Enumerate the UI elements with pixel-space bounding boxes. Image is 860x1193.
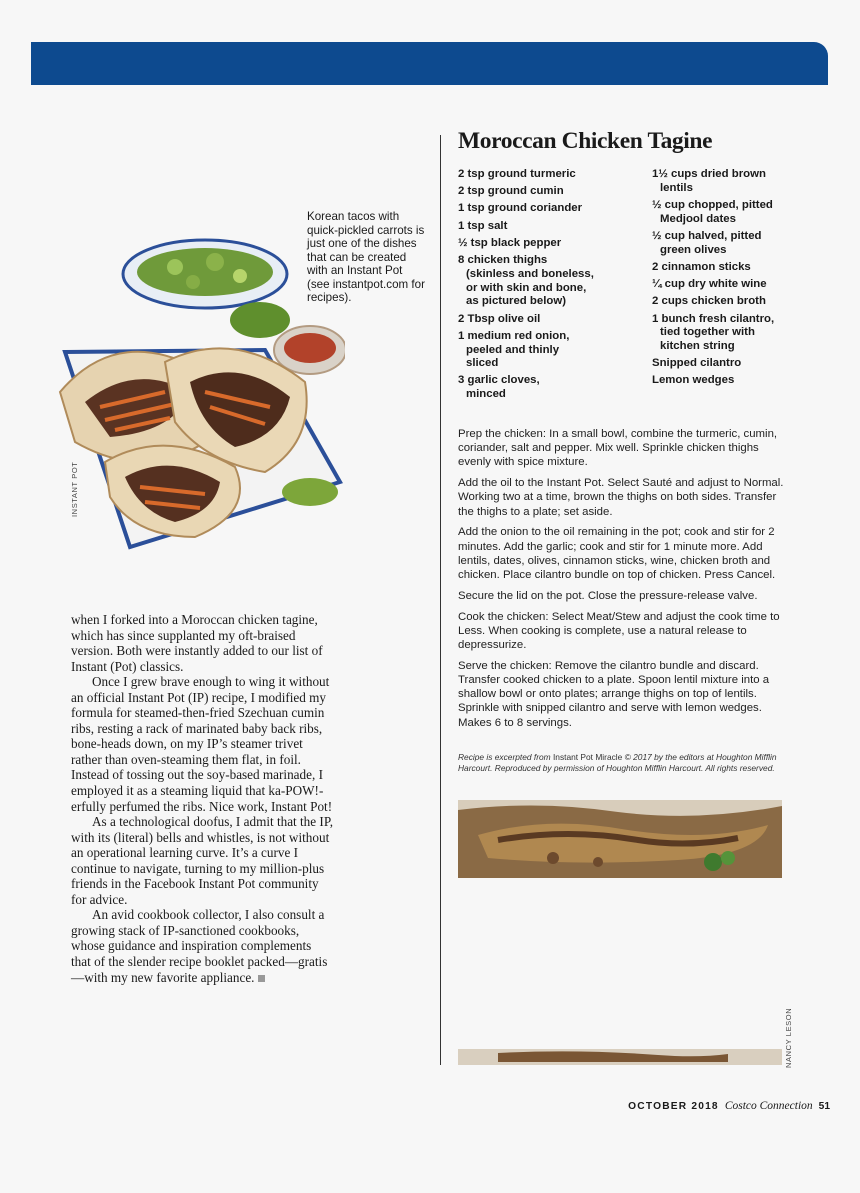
recipe-instructions (458, 427, 786, 736)
column-divider (440, 135, 441, 1065)
ingredient-item: Snipped cilantro (652, 357, 742, 370)
instruction-step: Add the oil to the Instant Pot. Select Sauté and adjust to Normal. Working two at a time, brown the thighs on both sides. Transfer the thighs to a plate; set aside. (458, 477, 784, 518)
page-number: 51 (818, 1101, 830, 1112)
tagine-photo-strip (458, 1049, 782, 1065)
instruction-step: Add the onion to the oil remaining in the pot; cook and stir for 2 minutes. Add the garlic; cook and stir for 1 minute more. Add lentils, dates, olives, cinnamon sticks, wine, chicken broth and chicken. Place cilantro bundle on top of chicken. Press Cancel. (458, 526, 776, 582)
instruction-step: Serve the chicken: Remove the cilantro bundle and discard. Transfer cooked chicken to a plate. Spoon lentil mixture into a shallow bowl or onto plates; arrange thighs on top of lentils. Sprinkle with snipped cilantro and serve with lemon wedges. Makes 6 to 8 servings. (458, 659, 770, 729)
ingredient-item: 1½ cups dried brown lentils (652, 168, 766, 194)
ingredient-item: 2 tsp ground cumin (458, 185, 564, 198)
recipe-photo-credit: NANCY LESON (784, 1007, 793, 1068)
recipe-title: Moroccan Chicken Tagine (458, 128, 713, 154)
article-body (71, 612, 333, 985)
ingredient-item: ½ cup chopped, pitted Medjool dates (652, 198, 773, 225)
ingredient-item: 2 cups chicken broth (652, 295, 766, 308)
article-paragraph: when I forked into a Moroccan chicken tagine, which has since supplanted my oft-braised version. Both were instantly added to our list of Instant (Pot) classics. (71, 612, 323, 674)
excerpt-suffix: © 2017 by the editors at Houghton Mifflin Harcourt. Reproduced by permission of Houghton Mifflin Harcourt. All rights reserved. (458, 752, 777, 773)
tagine-photo (458, 800, 782, 878)
korean-tacos-photo (55, 232, 345, 582)
page-footer (600, 1100, 830, 1112)
ingredient-item: ½ tsp black pepper (458, 236, 562, 249)
ingredient-item: 1 tsp ground coriander (458, 202, 583, 215)
ingredients-column-2 (652, 168, 787, 392)
article-paragraph: Once I grew brave enough to wing it without an official Instant Pot (IP) recipe, I modified my formula for steamed-then-fried Szechuan cumin ribs, resting a rack of marinated baby back ribs, bone-heads down, on my IP’s steamer trivet rather than oven-steaming them flat, in foil. Instead of tossing out the soy-based marinade, I employed it as a steaming liquid that ka-POW!-erfully perfumed the ribs. Nice work, Instant Pot! (71, 674, 333, 814)
ingredient-item: 3 garlic cloves, minced (458, 374, 540, 401)
issue-date: OCTOBER 2018 (628, 1101, 719, 1112)
excerpt-prefix: Recipe is excerpted from (458, 752, 553, 762)
photo-caption: Korean tacos with quick-pickled carrots is just one of the dishes that can be created with an Instant Pot (see instantpot.com for recipes). (307, 210, 425, 304)
instruction-step: Cook the chicken: Select Meat/Stew and adjust the cook time to Less. When cooking is complete, use a natural release to depressurize. (458, 610, 780, 652)
header-banner (31, 42, 828, 85)
ingredient-item: ¼ cup dry white wine (652, 278, 767, 291)
ingredient-item: 1 tsp salt (458, 219, 508, 232)
article-paragraph: As a technological doofus, I admit that the IP, with its (literal) bells and whistles, is not without an operational learning curve. It’s a curve I continue to navigate, turning to my million-plus friends in the Facebook Instant Pot community for advice. (71, 814, 333, 907)
ingredient-item: 1 medium red onion, peeled and thinly sliced (458, 329, 570, 370)
article-paragraph (71, 907, 333, 985)
ingredient-item: 1 bunch fresh cilantro, tied together with kitchen string (652, 312, 775, 353)
ingredient-item: 2 Tbsp olive oil (458, 312, 541, 325)
ingredient-item: 2 tsp ground turmeric (458, 168, 576, 180)
article-paragraph-text: An avid cookbook collector, I also consult a growing stack of IP-sanctioned cookbooks, whose guidance and inspiration complements that of the slender recipe booklet packed—gratis—with my new favorite appliance. (71, 907, 328, 985)
photo-credit: INSTANT POT (70, 461, 79, 517)
magazine-name: Costco Connection (724, 1100, 813, 1112)
instruction-step: Prep the chicken: In a small bowl, combine the turmeric, cumin, coriander, salt and pepper. Mix well. Sprinkle chicken thighs evenly with spice mixture. (458, 428, 778, 469)
end-mark-icon (258, 975, 265, 982)
ingredients-column-1 (458, 168, 648, 405)
ingredient-item: ½ cup halved, pitted green olives (652, 229, 762, 256)
ingredient-item: Lemon wedges (652, 374, 735, 387)
excerpt-book-title: Instant Pot Miracle (552, 752, 623, 762)
ingredient-item: 8 chicken thighs (skinless and boneless, or with skin and bone, as pictured below) (458, 253, 594, 308)
ingredient-item: 2 cinnamon sticks (652, 260, 751, 273)
instruction-step: Secure the lid on the pot. Close the pressure-release valve. (458, 589, 758, 602)
recipe-excerpt-note (458, 752, 784, 773)
